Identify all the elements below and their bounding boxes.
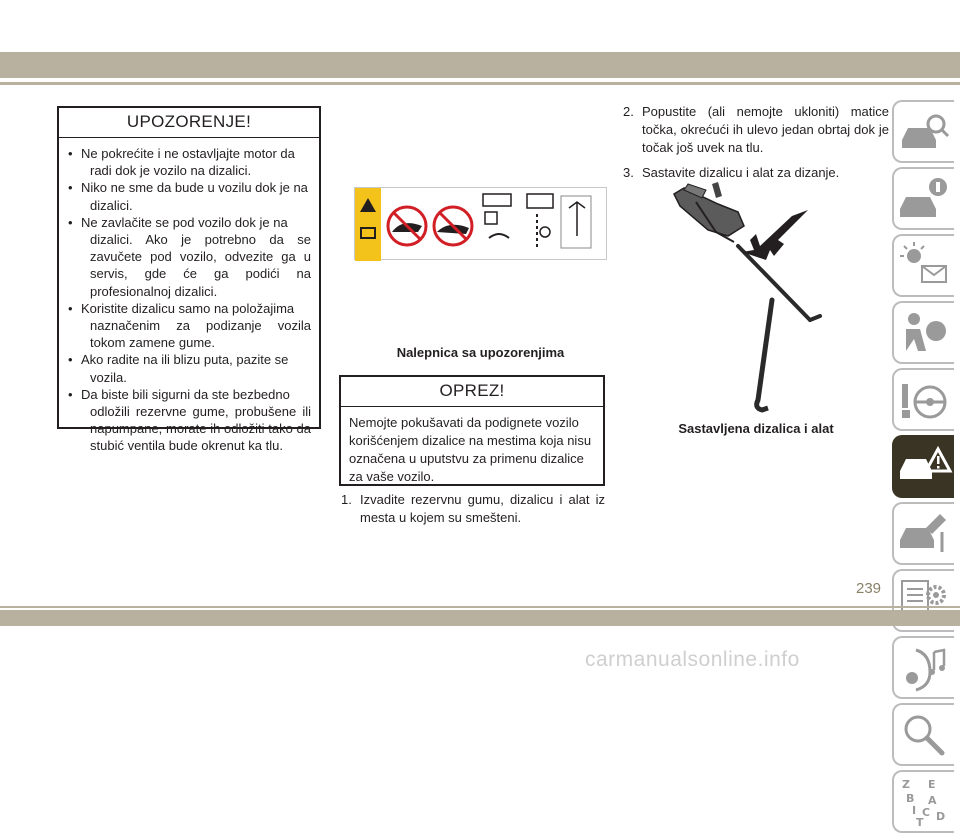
car-service-icon (898, 508, 950, 560)
step-3: 3. Sastavite dizalicu i alat za dizanje. (623, 165, 840, 180)
jack-assembly-image (660, 180, 820, 420)
tab-car-service[interactable] (892, 502, 954, 565)
caution-title: OPREZ! (341, 377, 603, 407)
watermark: carmanualsonline.info (585, 648, 800, 671)
warning-item: • Koristite dizalicu samo na položajima naznačenim za podizanje vozila tokom zamene gume. (68, 300, 311, 351)
warning-item: • Ako radite na ili blizu puta, pazite se vozila. (68, 352, 289, 385)
multimedia-icon (898, 642, 950, 694)
index-icon (898, 776, 950, 828)
sticker-caption: Nalepnica sa upozorenjima (396, 345, 565, 360)
svg-text:A: A (928, 794, 937, 807)
car-search-icon (898, 106, 950, 158)
tab-airbag[interactable] (892, 301, 954, 364)
svg-text:D: D (936, 810, 946, 823)
tab-car-warning[interactable] (892, 435, 954, 498)
footer-rule (0, 606, 960, 608)
header-band (0, 52, 960, 78)
warning-item: • Ne zavlačite se pod vozilo dok je na dizalici. Ako je potrebno da se zavučete pod vozilo, odvezite ga u servis, gde će ga podići na profesionalnoj dizalici. (68, 214, 311, 299)
svg-text:B: B (906, 792, 915, 805)
svg-text:I: I (912, 804, 917, 817)
warning-sticker-image (354, 187, 607, 260)
page-number: 239 (856, 580, 882, 597)
warning-item: • Ne pokrećite i ne ostavljajte motor da radi dok je vozilo na dizalici. (68, 146, 295, 179)
step-2: 2. Popustite (ali nemojte ukloniti) matice točka, okrećući ih ulevo jedan obrtaj dok je točak još uvek na tlu. (623, 104, 889, 155)
svg-text:E: E (928, 778, 936, 791)
search-icon (898, 709, 950, 761)
airbag-icon (898, 307, 950, 359)
side-tab-bar (892, 100, 954, 837)
header-rule (0, 82, 960, 85)
car-info-icon (898, 173, 950, 225)
svg-text:Z: Z (902, 778, 910, 791)
tab-index[interactable] (892, 770, 954, 833)
warning-box (57, 106, 321, 454)
caution-box (339, 375, 605, 486)
car-warning-icon (898, 441, 950, 493)
caution-text: Nemojte pokušavati da podignete vozilo korišćenjem dizalice na mestima koja nisu označena u uputstvu za primenu dizalice za vaše vozilo. (349, 415, 592, 484)
tab-search[interactable] (892, 703, 954, 766)
warning-sticker-graphic (355, 188, 608, 261)
tab-car-info[interactable] (892, 167, 954, 230)
tab-warning-lights[interactable] (892, 234, 954, 297)
warning-list (59, 138, 319, 455)
tab-steering[interactable] (892, 368, 954, 431)
footer-band (0, 610, 960, 626)
warning-title: UPOZORENJE! (59, 108, 319, 138)
warning-item: • Niko ne sme da bude u vozilu dok je na dizalici. (68, 180, 308, 213)
step-1: 1. Izvadite rezervnu gumu, dizalicu i alat iz mesta u kojem su smešteni. (341, 492, 605, 525)
steering-wheel-icon (898, 374, 950, 426)
tab-car-search[interactable] (892, 100, 954, 163)
tab-multimedia[interactable] (892, 636, 954, 699)
warning-lights-icon (898, 240, 950, 292)
svg-text:C: C (922, 806, 931, 819)
warning-item: • Da biste bili sigurni da ste bezbedno odložili rezervne gume, probušene ili napumpane, morate ih odložiti tako da stubić ventila bude okrenut ka tlu. (68, 386, 311, 454)
jack-caption: Sastavljena dizalica i alat (678, 421, 834, 436)
svg-text:T: T (916, 816, 924, 829)
